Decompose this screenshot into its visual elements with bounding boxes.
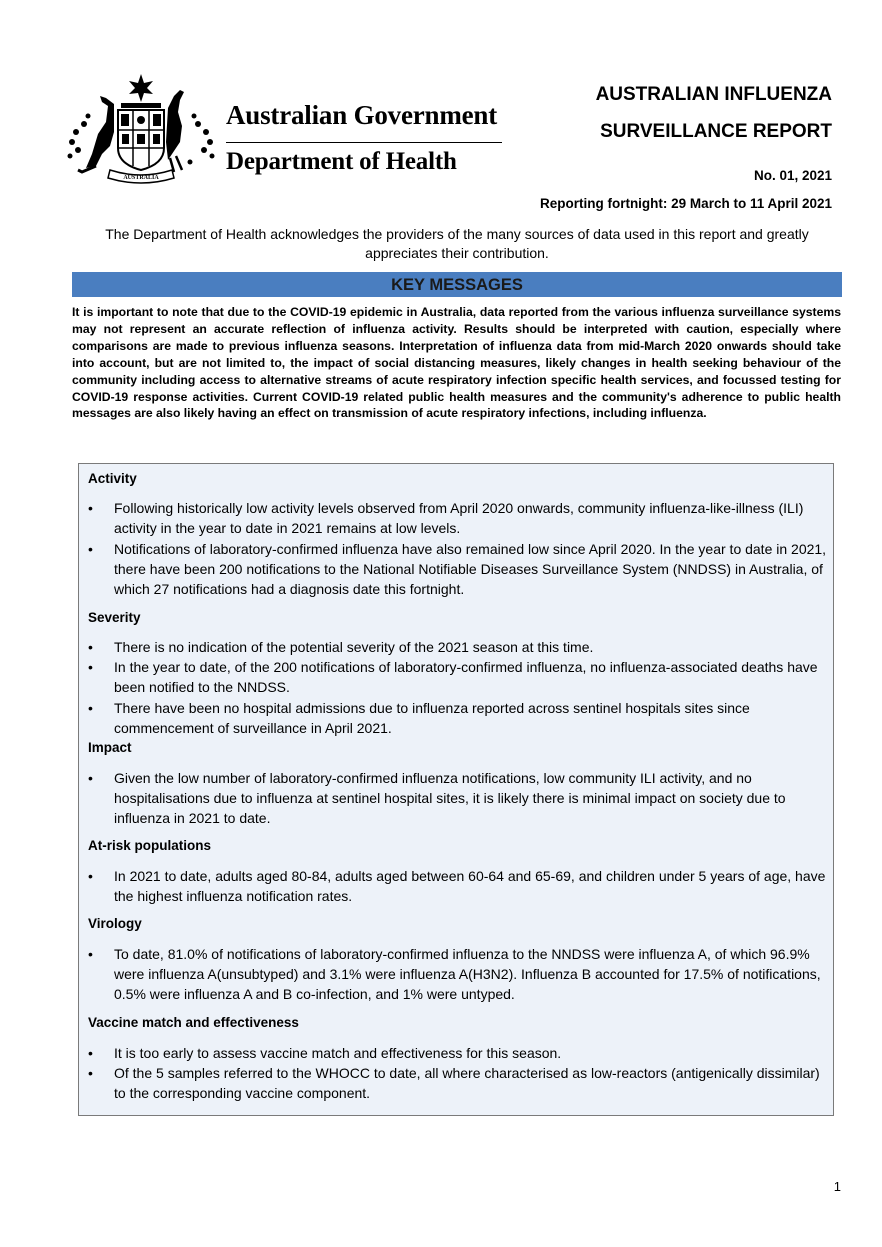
svg-text:AUSTRALIA: AUSTRALIA — [123, 175, 159, 181]
reporting-fortnight: Reporting fortnight: 29 March to 11 April 2021 — [539, 196, 832, 211]
bullet-at-risk-1: • In 2021 to date, adults aged 80-84, adults aged between 60-64 and 65-69, and children under 5 years of age, have the highest influenza notification rates. — [88, 868, 826, 904]
report-title-line-2: SURVEILLANCE REPORT — [600, 121, 832, 142]
key-messages-heading: KEY MESSAGES — [72, 272, 842, 297]
bullet-icon: • — [88, 946, 93, 962]
bullet-activity-2: • Notifications of laboratory-confirmed influenza have also remained low since April 2020. In the year to date in 2021, there have been 200 notifications to the National Notifiable Diseases Surveillance System (NNDSS) in Australia, of which 27 notifications had a diagnosis date this fortnight. — [88, 541, 827, 597]
bullet-icon: • — [88, 500, 93, 516]
government-name: Australian Government — [226, 100, 498, 130]
bullet-icon: • — [88, 1065, 93, 1081]
section-title-impact: Impact — [88, 740, 132, 755]
report-number: No. 01, 2021 — [753, 168, 832, 183]
page-number: 1 — [833, 1179, 841, 1194]
key-messages-intro: It is important to note that due to the COVID-19 epidemic in Australia, data reported from the various influenza surveillance systems may not represent an accurate reflection of influenza activity. Results should be interpreted with caution, especially where comparisons are made to previous influenza seasons. Interpretation of influenza data from mid-March 2020 onwards should take into account, but are not limited to, the impact of social distancing measures, likely changes in health seeking behaviour of the community including access to alternative streams of acute respiratory infection specific health services, and focussed testing for COVID-19 response activities. Current COVID-19 related public health measures and the community's adherence to public health messages are also likely having an effect on transmission of acute respiratory infections, including influenza. — [72, 305, 841, 421]
bullet-vaccine-1: • It is too early to assess vaccine match and effectiveness for this season. — [88, 1045, 562, 1061]
bullet-icon: • — [88, 868, 93, 884]
bullet-icon: • — [88, 659, 93, 675]
department-name: Department of Health — [226, 148, 457, 175]
bullet-vaccine-2: • Of the 5 samples referred to the WHOCC to date, all where characterised as low-reactors (antigenically dissimilar) to the corresponding vaccine component. — [88, 1065, 820, 1101]
bullet-severity-1: • There is no indication of the potential severity of the 2021 season at this time. — [88, 639, 594, 655]
section-title-at-risk-populations: At-risk populations — [88, 838, 212, 853]
section-title-vaccine-match: Vaccine match and effectiveness — [88, 1015, 299, 1030]
bullet-icon: • — [88, 700, 93, 716]
header-divider — [226, 142, 502, 143]
bullet-activity-1: • Following historically low activity levels observed from April 2020 onwards, community influenza-like-illness (ILI) activity in the year to date in 2021 remains at low levels. — [88, 500, 804, 536]
bullet-icon: • — [88, 770, 93, 786]
coat-of-arms-crest — [66, 72, 216, 184]
report-title-line-1: AUSTRALIAN INFLUENZA — [595, 84, 832, 105]
report-title — [532, 76, 832, 150]
bullet-icon: • — [88, 541, 93, 557]
bullet-impact-1: • Given the low number of laboratory-confirmed influenza notifications, low community ILI activity, and no hospitalisations due to influenza at sentinel hospital sites, it is likely there is minimal impact on society due to influenza in 2021 to date. — [88, 770, 786, 826]
section-title-virology: Virology — [88, 916, 142, 931]
bullet-icon: • — [88, 639, 93, 655]
acknowledgement: The Department of Health acknowledges the providers of the many sources of data used in this report and greatly appreciates their contribution. — [105, 226, 809, 261]
bullet-virology-1: • To date, 81.0% of notifications of laboratory-confirmed influenza to the NNDSS were influenza A, of which 96.9% were influenza A(unsubtyped) and 3.1% were influenza A(H3N2). Influenza B accounted for 17.5% of notifications, 0.5% were influenza A and B co-infection, and 1% were untyped. — [88, 946, 821, 1002]
section-title-severity: Severity — [88, 610, 141, 625]
bullet-icon: • — [88, 1045, 93, 1061]
bullet-severity-3: • There have been no hospital admissions due to influenza reported across sentinel hospitals sites since commencement of surveillance in April 2021. — [88, 700, 750, 736]
section-title-activity: Activity — [88, 471, 137, 486]
bullet-severity-2: • In the year to date, of the 200 notifications of laboratory-confirmed influenza, no influenza-associated deaths have been notified to the NNDSS. — [88, 659, 818, 695]
